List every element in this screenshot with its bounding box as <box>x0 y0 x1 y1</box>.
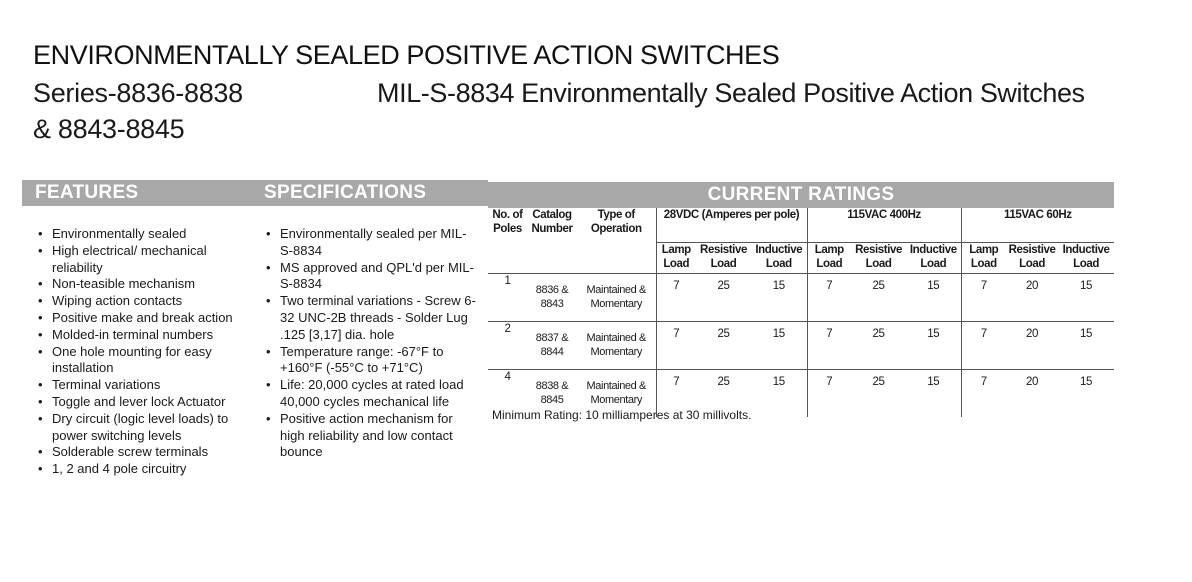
col-header-catalog: Catalog Number <box>531 209 573 235</box>
group-header-115vac-400hz: 115VAC 400Hz <box>807 208 961 243</box>
value-cell: 7 <box>656 322 696 370</box>
feature-item: • Solderable screw terminals <box>35 444 250 461</box>
minimum-rating-note: Minimum Rating: 10 milliamperes at 30 millivolts. <box>492 408 752 422</box>
value-cell: 7 <box>807 322 851 370</box>
group-header-115vac-60hz: 115VAC 60Hz <box>961 208 1114 243</box>
value-cell: 15 <box>906 274 961 322</box>
series-line-1: Series-8836-8838 <box>33 78 243 108</box>
value-cell: 15 <box>1058 274 1114 322</box>
col-header-type: Type of Operation <box>590 209 642 235</box>
value-cell: 7 <box>656 370 696 418</box>
load-header: Inductive Load <box>1058 243 1114 274</box>
spec-item: • Two terminal variations - Screw 6-32 UNC-2B threads - Solder Lug .125 [3,17] dia. hole <box>263 293 478 343</box>
value-cell: 15 <box>751 322 807 370</box>
specifications-list <box>263 226 478 461</box>
feature-item: • Terminal variations <box>35 377 250 394</box>
load-header: Resistive Load <box>1006 243 1058 274</box>
features-heading: FEATURES <box>22 180 253 206</box>
poles-cell: 2 <box>488 322 527 370</box>
value-cell: 7 <box>961 370 1006 418</box>
load-header: Inductive Load <box>906 243 961 274</box>
poles-cell: 1 <box>488 274 527 322</box>
value-cell: 25 <box>696 322 751 370</box>
type-cell: Maintained & Momentary <box>577 274 656 322</box>
value-cell: 7 <box>961 322 1006 370</box>
feature-item: • High electrical/ mechanical reliability <box>35 243 250 277</box>
page-subtitle: MIL-S-8834 Environmentally Sealed Positive Action Switches <box>377 78 1085 108</box>
type-cell: Maintained & Momentary <box>577 322 656 370</box>
value-cell: 15 <box>1080 376 1093 388</box>
col-header-poles: No. of Poles <box>492 209 523 235</box>
value-cell: 25 <box>717 376 730 388</box>
value-cell: 15 <box>927 376 940 388</box>
feature-item: • Environmentally sealed <box>35 226 250 243</box>
feature-item: • 1, 2 and 4 pole circuitry <box>35 461 250 478</box>
feature-item: • One hole mounting for easy installation <box>35 344 250 378</box>
group-header-28vdc: 28VDC (Amperes per pole) <box>656 208 807 243</box>
value-cell: 7 <box>656 274 696 322</box>
value-cell: 25 <box>851 274 906 322</box>
feature-item: • Toggle and lever lock Actuator <box>35 394 250 411</box>
current-ratings-table <box>488 208 1114 417</box>
value-cell: 20 <box>1026 376 1039 388</box>
load-header: Resistive Load <box>696 243 751 274</box>
spec-item: • MS approved and QPL'd per MIL-S-8834 <box>263 260 478 294</box>
feature-item: • Dry circuit (logic level loads) to power switching levels <box>35 411 250 445</box>
poles-cell: 4 <box>504 371 511 383</box>
feature-item: • Molded-in terminal numbers <box>35 327 250 344</box>
value-cell: 20 <box>1006 322 1058 370</box>
type-cell: Maintained & Momentary <box>586 380 646 406</box>
load-header: Lamp Load <box>807 243 851 274</box>
feature-item: • Positive make and break action <box>35 310 250 327</box>
value-cell: 15 <box>772 376 785 388</box>
specifications-heading: SPECIFICATIONS <box>253 180 488 206</box>
load-header: Lamp Load <box>656 243 696 274</box>
current-ratings-heading: CURRENT RATINGS <box>488 182 1114 208</box>
spec-item: • Temperature range: -67°F to +160°F (-55°C to +71°C) <box>263 344 478 378</box>
catalog-cell: 8838 & 8845 <box>535 380 569 406</box>
feature-item: • Non-teasible mechanism <box>35 276 250 293</box>
catalog-cell: 8837 & 8844 <box>527 322 577 370</box>
value-cell: 7 <box>961 274 1006 322</box>
page-title: ENVIRONMENTALLY SEALED POSITIVE ACTION SWITCHES <box>33 40 780 70</box>
value-cell: 15 <box>751 274 807 322</box>
table-row <box>488 322 1114 370</box>
value-cell: 7 <box>807 274 851 322</box>
value-cell: 25 <box>696 274 751 322</box>
load-header: Resistive Load <box>851 243 906 274</box>
value-cell: 20 <box>1006 274 1058 322</box>
table-row <box>488 274 1114 322</box>
value-cell: 7 <box>807 370 851 418</box>
load-header: Inductive Load <box>751 243 807 274</box>
value-cell: 25 <box>851 322 906 370</box>
value-cell: 15 <box>1058 322 1114 370</box>
feature-item: • Wiping action contacts <box>35 293 250 310</box>
series-line-2: & 8843-8845 <box>33 114 185 144</box>
catalog-cell: 8836 & 8843 <box>527 274 577 322</box>
spec-item: • Life: 20,000 cycles at rated load 40,000 cycles mechanical life <box>263 377 478 411</box>
value-cell: 25 <box>872 376 885 388</box>
features-list <box>35 226 250 478</box>
load-header: Lamp Load <box>961 243 1006 274</box>
value-cell: 15 <box>906 322 961 370</box>
spec-item: • Positive action mechanism for high reliability and low contact bounce <box>263 411 478 461</box>
spec-item: • Environmentally sealed per MIL-S-8834 <box>263 226 478 260</box>
